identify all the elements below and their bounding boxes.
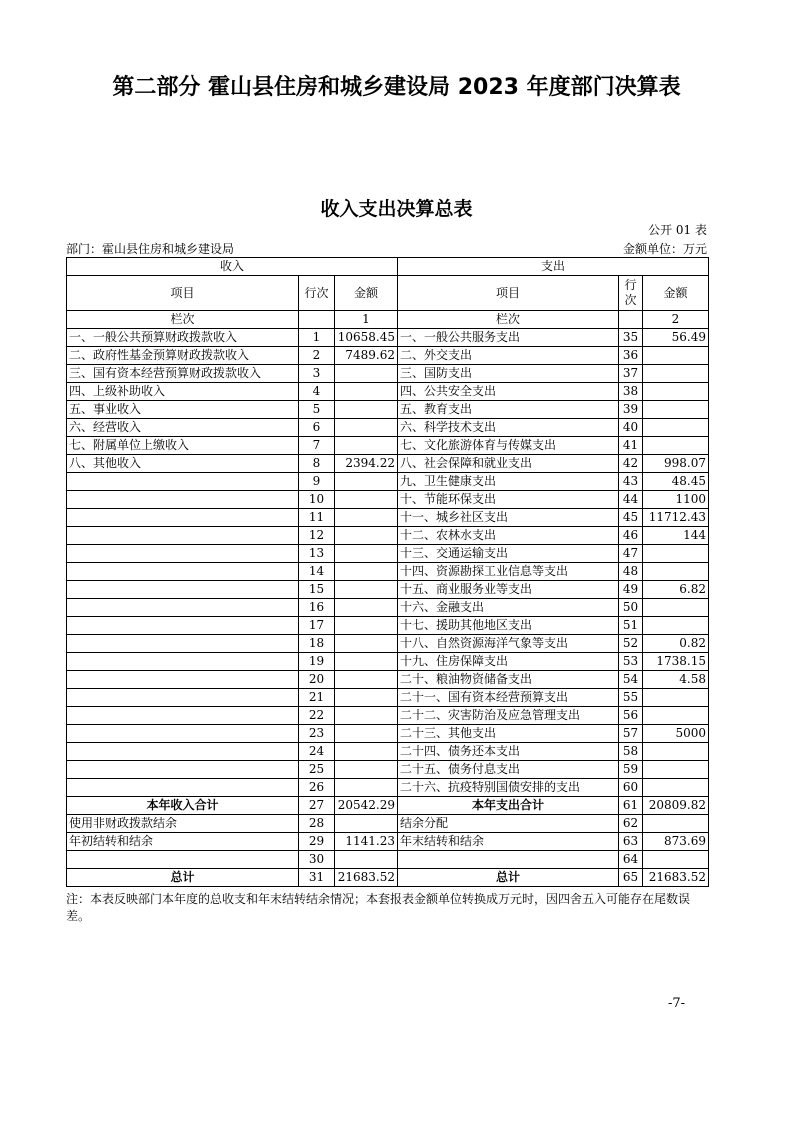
expense-amount-cell [643,779,709,797]
amount-unit-label: 金额单位：万元 [622,242,707,256]
expense-item-cell: 七、文化旅游体育与传媒支出 [398,437,619,455]
expense-item-cell: 二十五、债务付息支出 [398,761,619,779]
table-row [67,599,709,617]
income-item-cell [67,509,299,527]
income-row-no-cell: 19 [299,653,335,671]
expense-item-cell: 本年支出合计 [398,797,619,815]
expense-item-cell: 年末结转和结余 [398,833,619,851]
income-row-no-cell: 10 [299,491,335,509]
table-note: 注：本表反映部门本年度的总收支和年末结转结余情况；本套报表金额单位转换成万元时，因四舍五入可能存在尾数误差。 [66,892,691,923]
income-amount-cell [335,689,398,707]
table-row [67,653,709,671]
income-amount-cell [335,635,398,653]
income-row-no-cell: 4 [299,383,335,401]
table-row [67,869,709,887]
income-amount-cell: 1141.23 [335,833,398,851]
expense-item-cell: 十一、城乡社区支出 [398,509,619,527]
expense-row-no-cell: 36 [619,347,643,365]
income-amount-cell [335,725,398,743]
expense-amount-cell [643,761,709,779]
income-item-cell [67,599,299,617]
expense-row-no-cell: 56 [619,707,643,725]
income-amount-cell [335,509,398,527]
expense-amount-cell [643,365,709,383]
table-row [67,833,709,851]
expense-row-no-cell: 45 [619,509,643,527]
income-row-no-cell: 30 [299,851,335,869]
income-item-header: 项目 [67,276,299,311]
expense-amount-cell [643,851,709,869]
income-item-cell [67,473,299,491]
table-row [67,419,709,437]
table-row [67,761,709,779]
expense-row-no-cell: 48 [619,563,643,581]
income-row-no-header: 行次 [299,276,335,311]
income-amount-cell [335,365,398,383]
table-row [67,509,709,527]
income-amount-cell: 7489.62 [335,347,398,365]
expense-amount-cell: 11712.43 [643,509,709,527]
expense-amount-cell [643,437,709,455]
income-item-cell: 四、上级补助收入 [67,383,299,401]
table-row [67,491,709,509]
expense-item-cell: 六、科学技术支出 [398,419,619,437]
expense-row-no-cell: 44 [619,491,643,509]
income-row-no-cell: 9 [299,473,335,491]
income-item-cell: 六、经营收入 [67,419,299,437]
income-item-cell [67,491,299,509]
income-item-cell [67,707,299,725]
expense-row-no-cell: 35 [619,329,643,347]
expense-item-cell: 结余分配 [398,815,619,833]
income-row-no-label [299,311,335,329]
expense-row-no-cell: 57 [619,725,643,743]
expense-row-no-cell: 43 [619,473,643,491]
income-item-cell: 五、事业收入 [67,401,299,419]
expense-row-no-cell: 37 [619,365,643,383]
expense-amount-cell: 1738.15 [643,653,709,671]
table-row [67,581,709,599]
expense-amount-cell [643,743,709,761]
income-row-no-cell: 24 [299,743,335,761]
income-amount-cell [335,437,398,455]
expense-row-no-cell: 55 [619,689,643,707]
expense-amount-cell [643,347,709,365]
table-row [67,779,709,797]
income-amount-cell [335,743,398,761]
expense-amount-cell [643,617,709,635]
expense-amount-cell: 5000 [643,725,709,743]
expense-item-cell: 三、国防支出 [398,365,619,383]
table-row [67,725,709,743]
income-item-cell: 本年收入合计 [67,797,299,815]
income-amount-cell [335,815,398,833]
income-item-cell [67,635,299,653]
expense-amount-header: 金额 [643,276,709,311]
expense-row-no-cell: 47 [619,545,643,563]
expense-item-cell: 四、公共安全支出 [398,383,619,401]
income-row-no-cell: 18 [299,635,335,653]
income-row-no-cell: 6 [299,419,335,437]
income-item-cell [67,653,299,671]
expense-item-cell: 十三、交通运输支出 [398,545,619,563]
income-item-cell [67,671,299,689]
expense-amount-cell [643,815,709,833]
expense-amount-cell [643,599,709,617]
expense-item-cell: 五、教育支出 [398,401,619,419]
expense-item-cell: 十八、自然资源海洋气象等支出 [398,635,619,653]
income-amount-cell [335,401,398,419]
income-amount-cell: 10658.45 [335,329,398,347]
income-item-cell [67,581,299,599]
income-row-no-cell: 5 [299,401,335,419]
expense-row-no-cell: 54 [619,671,643,689]
expense-row-no-cell: 65 [619,869,643,887]
income-row-no-cell: 11 [299,509,335,527]
expense-item-cell: 十九、住房保障支出 [398,653,619,671]
expense-amount-cell: 6.82 [643,581,709,599]
income-item-cell [67,851,299,869]
income-amount-cell [335,581,398,599]
income-amount-cell: 2394.22 [335,455,398,473]
income-amount-cell: 20542.29 [335,797,398,815]
table-row [67,383,709,401]
table-row [67,365,709,383]
expense-row-no-cell: 60 [619,779,643,797]
income-amount-cell [335,617,398,635]
form-number: 公开 01 表 [648,223,707,237]
income-row-no-cell: 3 [299,365,335,383]
table-row [67,617,709,635]
expense-amount-cell [643,545,709,563]
expense-item-cell: 一、一般公共服务支出 [398,329,619,347]
expense-row-no-cell: 50 [619,599,643,617]
income-item-cell [67,545,299,563]
income-item-cell: 一、一般公共预算财政拨款收入 [67,329,299,347]
expense-item-cell: 二十六、抗疫特别国债安排的支出 [398,779,619,797]
expense-amount-cell: 21683.52 [643,869,709,887]
expense-amount-cell [643,401,709,419]
part-title: 第二部分 霍山县住房和城乡建设局 2023 年度部门决算表 [112,75,681,100]
income-row-no-cell: 21 [299,689,335,707]
income-row-no-cell: 31 [299,869,335,887]
expense-item-cell: 二十一、国有资本经营预算支出 [398,689,619,707]
expense-row-no-cell: 52 [619,635,643,653]
income-item-cell [67,689,299,707]
expense-item-cell: 总计 [398,869,619,887]
income-amount-cell [335,779,398,797]
expense-amount-cell [643,563,709,581]
expense-amount-cell: 4.58 [643,671,709,689]
expense-item-cell: 九、卫生健康支出 [398,473,619,491]
table-title: 收入支出决算总表 [320,198,473,220]
income-item-cell: 使用非财政拨款结余 [67,815,299,833]
column-header-row [67,276,709,311]
expense-amount-cell [643,419,709,437]
income-amount-cell [335,599,398,617]
expense-item-cell: 二、外交支出 [398,347,619,365]
expense-col-number: 2 [643,311,709,329]
expense-row-no-cell: 41 [619,437,643,455]
table-row [67,743,709,761]
income-amount-cell [335,761,398,779]
expense-row-no-cell: 58 [619,743,643,761]
expense-item-cell: 二十三、其他支出 [398,725,619,743]
income-amount-cell [335,851,398,869]
table-row [67,689,709,707]
income-amount-cell [335,671,398,689]
column-label-row [67,311,709,329]
table-row [67,347,709,365]
expense-item-cell: 二十、粮油物资储备支出 [398,671,619,689]
expense-item-cell: 二十四、债务还本支出 [398,743,619,761]
table-row [67,707,709,725]
income-section-header: 收入 [67,258,398,276]
expense-item-cell [398,851,619,869]
income-amount-cell [335,563,398,581]
expense-item-cell: 十五、商业服务业等支出 [398,581,619,599]
income-item-cell: 八、其他收入 [67,455,299,473]
expense-item-cell: 十、节能环保支出 [398,491,619,509]
expense-row-no-cell: 64 [619,851,643,869]
expense-row-no-cell: 51 [619,617,643,635]
expense-item-cell: 十六、金融支出 [398,599,619,617]
expense-column-label: 栏次 [398,311,619,329]
income-row-no-cell: 28 [299,815,335,833]
expense-item-cell: 十七、援助其他地区支出 [398,617,619,635]
table-row [67,851,709,869]
section-header-row [67,258,709,276]
table-row [67,815,709,833]
income-row-no-cell: 27 [299,797,335,815]
expense-amount-cell: 144 [643,527,709,545]
income-item-cell: 七、附属单位上缴收入 [67,437,299,455]
expense-section-header: 支出 [398,258,709,276]
expense-row-no-cell: 61 [619,797,643,815]
page-number: -7- [667,996,685,1011]
expense-item-header: 项目 [398,276,619,311]
income-row-no-cell: 25 [299,761,335,779]
expense-amount-cell: 1100 [643,491,709,509]
income-amount-cell [335,473,398,491]
expense-row-no-cell: 46 [619,527,643,545]
expense-row-no-cell: 40 [619,419,643,437]
table-row [67,329,709,347]
income-amount-cell [335,491,398,509]
income-row-no-cell: 29 [299,833,335,851]
expense-item-cell: 十二、农林水支出 [398,527,619,545]
expense-row-no-cell: 38 [619,383,643,401]
income-row-no-cell: 8 [299,455,335,473]
expense-amount-cell [643,383,709,401]
income-row-no-cell: 17 [299,617,335,635]
income-row-no-cell: 15 [299,581,335,599]
income-amount-cell [335,545,398,563]
table-row [67,401,709,419]
expense-amount-cell: 20809.82 [643,797,709,815]
income-amount-cell [335,527,398,545]
income-row-no-cell: 22 [299,707,335,725]
department-label: 部门：霍山县住房和城乡建设局 [66,242,235,256]
table-row [67,473,709,491]
income-item-cell [67,617,299,635]
income-item-cell [67,563,299,581]
expense-item-cell: 二十二、灾害防治及应急管理支出 [398,707,619,725]
income-amount-cell [335,419,398,437]
income-row-no-cell: 7 [299,437,335,455]
income-item-cell [67,527,299,545]
table-row [67,671,709,689]
table-row [67,635,709,653]
income-amount-cell [335,383,398,401]
income-item-cell [67,743,299,761]
expense-amount-cell [643,689,709,707]
expense-row-no-cell: 39 [619,401,643,419]
expense-row-no-cell: 62 [619,815,643,833]
table-row [67,545,709,563]
expense-row-no-cell: 42 [619,455,643,473]
income-expense-table [66,257,709,887]
income-item-cell [67,761,299,779]
expense-amount-cell: 0.82 [643,635,709,653]
expense-row-no-cell: 49 [619,581,643,599]
income-item-cell: 年初结转和结余 [67,833,299,851]
expense-row-no-cell: 63 [619,833,643,851]
expense-amount-cell: 998.07 [643,455,709,473]
income-row-no-cell: 16 [299,599,335,617]
income-amount-cell [335,653,398,671]
income-item-cell: 总计 [67,869,299,887]
table-row [67,437,709,455]
expense-amount-cell: 873.69 [643,833,709,851]
table-row [67,563,709,581]
income-row-no-cell: 12 [299,527,335,545]
table-row [67,797,709,815]
income-row-no-cell: 13 [299,545,335,563]
income-item-cell [67,779,299,797]
income-row-no-cell: 14 [299,563,335,581]
expense-row-no-header: 行 次 [619,276,643,311]
expense-item-cell: 八、社会保障和就业支出 [398,455,619,473]
income-row-no-cell: 26 [299,779,335,797]
income-amount-cell [335,707,398,725]
income-item-cell [67,725,299,743]
table-row [67,455,709,473]
income-row-no-cell: 2 [299,347,335,365]
income-col-number: 1 [335,311,398,329]
income-row-no-cell: 1 [299,329,335,347]
income-item-cell: 二、政府性基金预算财政拨款收入 [67,347,299,365]
expense-amount-cell [643,707,709,725]
expense-item-cell: 十四、资源勘探工业信息等支出 [398,563,619,581]
expense-row-no-cell: 53 [619,653,643,671]
income-column-label: 栏次 [67,311,299,329]
expense-amount-cell: 56.49 [643,329,709,347]
income-row-no-cell: 20 [299,671,335,689]
expense-amount-cell: 48.45 [643,473,709,491]
expense-row-no-cell: 59 [619,761,643,779]
table-row [67,527,709,545]
income-item-cell: 三、国有资本经营预算财政拨款收入 [67,365,299,383]
income-amount-header: 金额 [335,276,398,311]
income-amount-cell: 21683.52 [335,869,398,887]
expense-row-no-label [619,311,643,329]
income-row-no-cell: 23 [299,725,335,743]
